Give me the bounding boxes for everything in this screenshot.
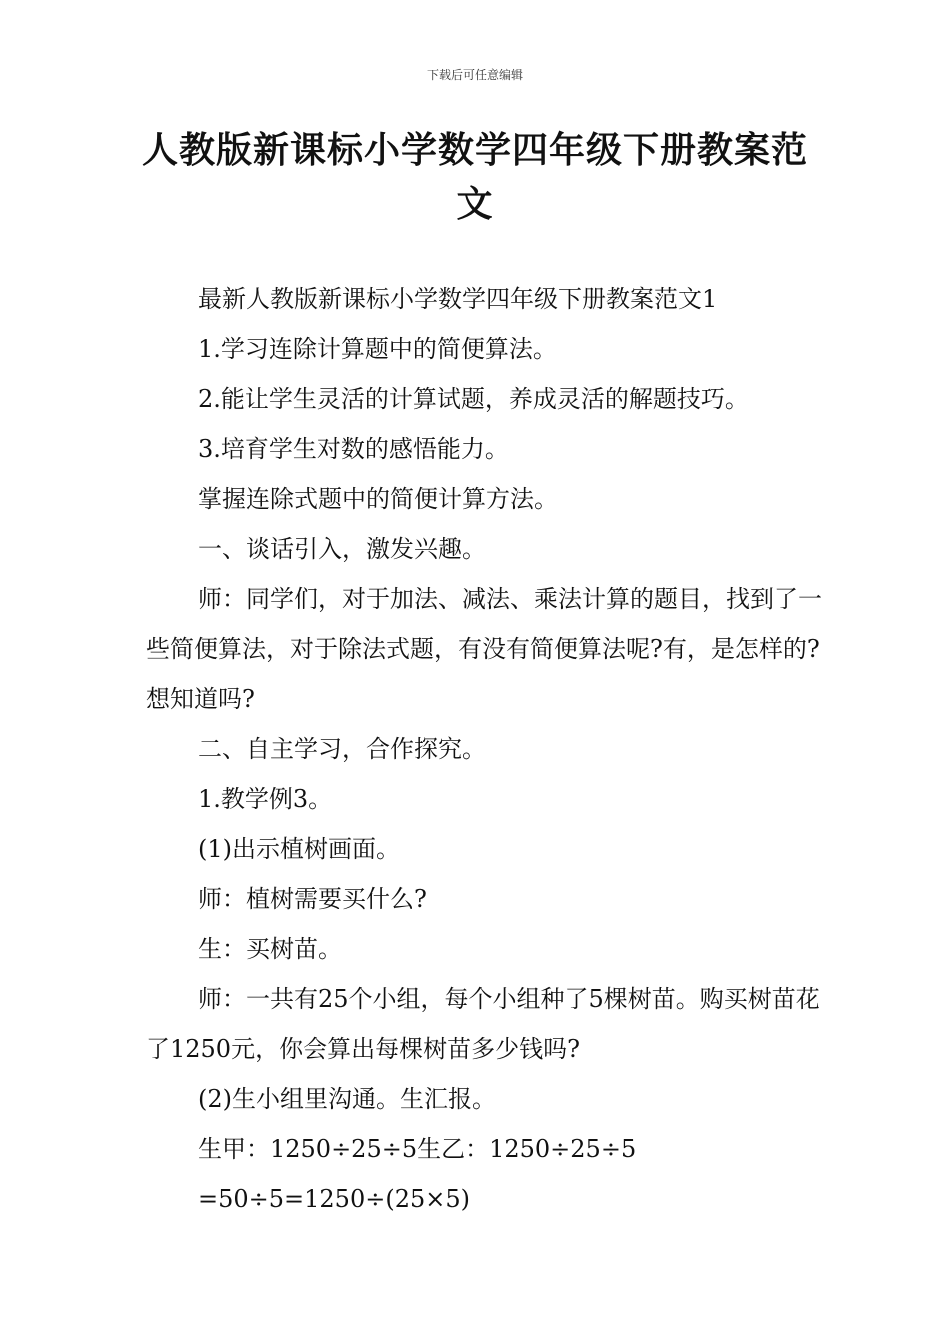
- document-title: [140, 124, 810, 232]
- paragraph: 1.学习连除计算题中的简便算法。: [198, 335, 557, 363]
- paragraph: 二、自主学习，合作探究。: [198, 735, 486, 763]
- header-note: 下载后可任意编辑: [426, 68, 523, 82]
- paragraph: 掌握连除式题中的简便计算方法。: [198, 485, 558, 513]
- paragraph: 生甲：1250÷25÷5生乙：1250÷25÷5: [198, 1135, 637, 1163]
- paragraph: =50÷5=1250÷(25×5): [198, 1185, 470, 1213]
- paragraph: 师：同学们，对于加法、减法、乘法计算的题目，找到了一些简便算法，对于除法式题，有没有简便算法呢?有，是怎样的?想知道吗?: [146, 585, 822, 713]
- paragraph: 师：一共有25个小组，每个小组种了5棵树苗。购买树苗花了1250元，你会算出每棵树苗多少钱吗?: [146, 985, 820, 1063]
- document-body: [146, 274, 826, 1224]
- paragraph: 师：植树需要买什么?: [198, 885, 427, 913]
- paragraph: (1)出示植树画面。: [198, 835, 400, 863]
- paragraph: 一、谈话引入，激发兴趣。: [198, 535, 486, 563]
- paragraph: 3.培育学生对数的感悟能力。: [198, 435, 509, 463]
- title-line-1: 人教版新课标小学数学四年级下册教案范: [141, 130, 808, 171]
- paragraph: 2.能让学生灵活的计算试题，养成灵活的解题技巧。: [198, 385, 749, 413]
- paragraph: (2)生小组里沟通。生汇报。: [198, 1085, 496, 1113]
- title-line-2: 文: [456, 184, 494, 225]
- paragraph: 生：买树苗。: [198, 935, 342, 963]
- paragraph: 1.教学例3。: [198, 785, 333, 813]
- paragraph: 最新人教版新课标小学数学四年级下册教案范文1: [198, 285, 718, 313]
